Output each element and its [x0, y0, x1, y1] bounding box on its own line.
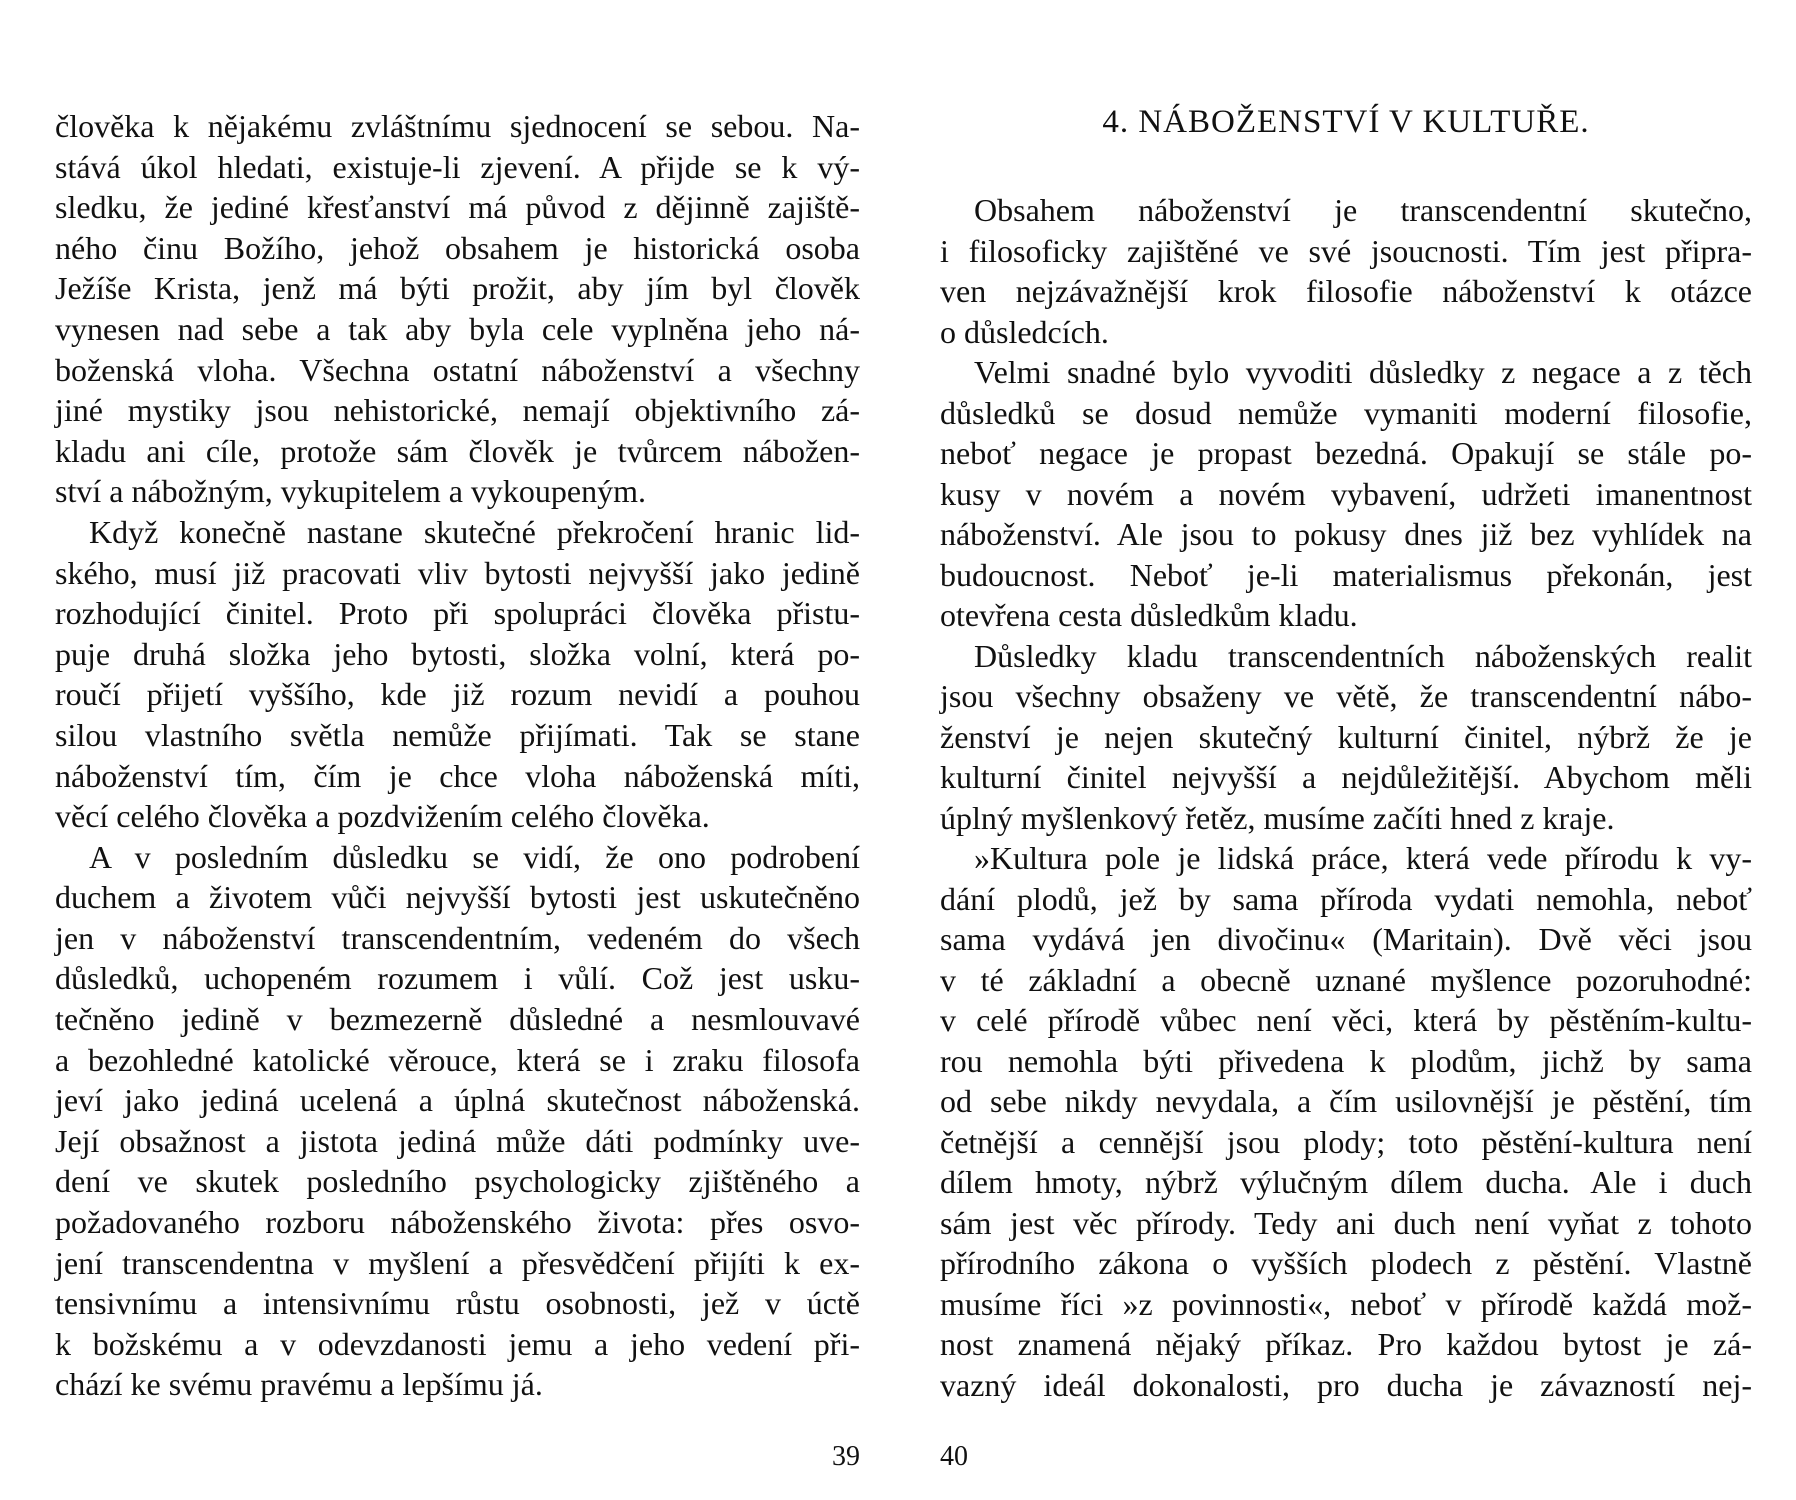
- text-line: budoucnost. Neboť je-li materialismus překonán, jest: [940, 556, 1752, 593]
- text-line: tečněno jedině v bezmezerně důsledné a nesmlouvavé: [55, 1001, 860, 1038]
- text-line: náboženství tím, čím je chce vloha náboženská míti,: [55, 757, 860, 794]
- text-line: vazný ideál dokonalosti, pro ducha je závazností nej-: [940, 1366, 1752, 1403]
- text-line: věcí celého člověka a pozdvižením celého člověka.: [55, 798, 710, 835]
- text-line: tensivnímu a intensivnímu růstu osobnosti, jež v úctě: [55, 1285, 860, 1322]
- text-line: četnější a cennější jsou plody; toto pěstění-kultura není: [940, 1123, 1752, 1160]
- text-line: přírodního zákona o vyšších plodech z pěstění. Vlastně: [940, 1245, 1752, 1281]
- text-line: jení transcendentna v myšlení a přesvědčení přijíti k ex-: [55, 1244, 860, 1281]
- text-line: ven nejzávažnější krok filosofie náboženství k otázce: [940, 273, 1752, 309]
- text-line: sám jest věc přírody. Tedy ani duch není vyňat z tohoto: [940, 1204, 1752, 1241]
- left-page-number: 39: [832, 1441, 860, 1472]
- text-line: chází ke svému pravému a lepšímu já.: [55, 1366, 543, 1403]
- text-line: v té základní a obecně uznané myšlence pozoruhodné:: [940, 961, 1752, 998]
- text-line: sledku, že jediné křesťanství má původ z dějinně zajiště-: [55, 189, 860, 226]
- text-line: A v posledním důsledku se vidí, že ono podrobení: [89, 838, 860, 875]
- text-line: nost znamená nějaký příkaz. Pro každou bytost je zá-: [940, 1326, 1752, 1362]
- text-line: jeví jako jediná ucelená a úplná skutečnost náboženská.: [55, 1082, 860, 1119]
- text-line: musíme říci »z povinnosti«, neboť v přírodě každá mož-: [940, 1285, 1752, 1322]
- paragraph: [940, 190, 1752, 352]
- text-line: důsledků, uchopeném rozumem i vůlí. Což jest usku-: [55, 960, 860, 997]
- text-line: jiné mystiky jsou nehistorické, nemají objektivního zá-: [55, 392, 860, 429]
- text-line: silou vlastního světla nemůže přijímati. Tak se stane: [55, 716, 860, 753]
- text-line: otevřena cesta důsledkům kladu.: [940, 597, 1358, 633]
- paragraph: [940, 636, 1752, 839]
- text-line: Velmi snadné bylo vyvoditi důsledky z negace a z těch: [974, 354, 1752, 390]
- text-line: rozhodující činitel. Proto při spolupráci člověka přistu-: [55, 595, 860, 632]
- text-line: k božskému a v odevzdanosti jemu a jeho vedení při-: [55, 1325, 860, 1362]
- text-line: dení ve skutek posledního psychologicky zjištěného a: [55, 1163, 860, 1200]
- left-text-column: [55, 106, 860, 1405]
- text-line: sama vydává jen divočinu« (Maritain). Dvě věci jsou: [940, 921, 1752, 957]
- text-line: puje druhá složka jeho bytosti, složka volní, která po-: [55, 635, 860, 672]
- text-line: »Kultura pole je lidská práce, která vede přírodu k vy-: [974, 840, 1752, 876]
- text-line: ství a nábožným, vykupitelem a vykoupeným.: [55, 473, 646, 510]
- left-page: [55, 0, 860, 1500]
- text-line: jsou všechny obsaženy ve větě, že transcendentní nábo-: [940, 678, 1752, 714]
- text-line: duchem a životem vůči nejvyšší bytosti jest uskutečněno: [55, 879, 860, 916]
- text-line: člověka k nějakému zvláštnímu sjednocení se sebou. Na-: [55, 108, 860, 144]
- text-line: kladu ani cíle, protože sám člověk je tvůrcem nábožen-: [55, 432, 860, 469]
- right-page: [940, 0, 1752, 1500]
- text-line: Když konečně nastane skutečné překročení hranic lid-: [89, 513, 860, 550]
- paragraph: [940, 352, 1752, 636]
- text-line: Její obsažnost a jistota jediná může dáti podmínky uve-: [55, 1122, 860, 1159]
- text-line: Obsahem náboženství je transcendentní skutečno,: [974, 192, 1752, 228]
- text-line: Ježíše Krista, jenž má býti prožit, aby jím byl člověk: [55, 270, 860, 307]
- text-line: ského, musí již pracovati vliv bytosti nejvyšší jako jedině: [55, 554, 860, 591]
- paragraph: [940, 838, 1752, 1405]
- text-line: Důsledky kladu transcendentních náboženských realit: [974, 637, 1752, 674]
- text-line: o důsledcích.: [940, 313, 1109, 350]
- chapter-heading: 4. NÁBOŽENSTVÍ V KULTUŘE.: [1102, 104, 1590, 140]
- text-line: v celé přírodě vůbec není věci, která by pěstěním-kultu-: [940, 1002, 1752, 1038]
- right-page-number: 40: [940, 1441, 968, 1472]
- paragraph: [55, 837, 860, 1405]
- paragraph: [55, 106, 860, 512]
- text-line: vynesen nad sebe a tak aby byla cele vyplněna jeho ná-: [55, 310, 860, 347]
- right-text-column: [940, 190, 1752, 1405]
- text-line: a bezohledné katolické věrouce, která se i zraku filosofa: [55, 1041, 860, 1078]
- text-line: úplný myšlenkový řetěz, musíme začíti hned z kraje.: [940, 799, 1615, 836]
- paragraph: [55, 512, 860, 837]
- text-line: neboť negace je propast bezedná. Opakují se stále po-: [940, 435, 1752, 471]
- text-line: od sebe nikdy nevydala, a čím usilovnější je pěstění, tím: [940, 1083, 1752, 1119]
- text-line: náboženství. Ale jsou to pokusy dnes již bez vyhlídek na: [940, 516, 1752, 552]
- text-line: dání plodů, jež by sama příroda vydati nemohla, neboť: [940, 880, 1752, 917]
- text-line: roučí přijetí vyššího, kde již rozum nevidí a pouhou: [55, 676, 860, 713]
- text-line: i filosoficky zajištěné ve své jsoucnosti. Tím jest připra-: [940, 232, 1752, 269]
- text-line: boženská vloha. Všechna ostatní náboženství a všechny: [55, 351, 860, 388]
- text-line: důsledků se dosud nemůže vymaniti moderní filosofie,: [940, 394, 1752, 431]
- text-line: stává úkol hledati, existuje-li zjevení. A přijde se k vý-: [55, 148, 860, 185]
- text-line: požadovaného rozboru náboženského života: přes osvo-: [55, 1204, 860, 1241]
- text-line: rou nemohla býti přivedena k plodům, jichž by sama: [940, 1042, 1752, 1079]
- text-line: jen v náboženství transcendentním, vedeném do všech: [55, 919, 860, 956]
- text-line: dílem hmoty, nýbrž výlučným dílem ducha. Ale i duch: [940, 1164, 1752, 1200]
- text-line: kusy v novém a novém vybavení, udržeti imanentnost: [940, 475, 1752, 512]
- text-line: kulturní činitel nejvyšší a nejdůležitější. Abychom měli: [940, 759, 1752, 795]
- text-line: ného činu Božího, jehož obsahem je historická osoba: [55, 229, 860, 266]
- text-line: ženství je nejen skutečný kulturní činitel, nýbrž že je: [940, 718, 1752, 755]
